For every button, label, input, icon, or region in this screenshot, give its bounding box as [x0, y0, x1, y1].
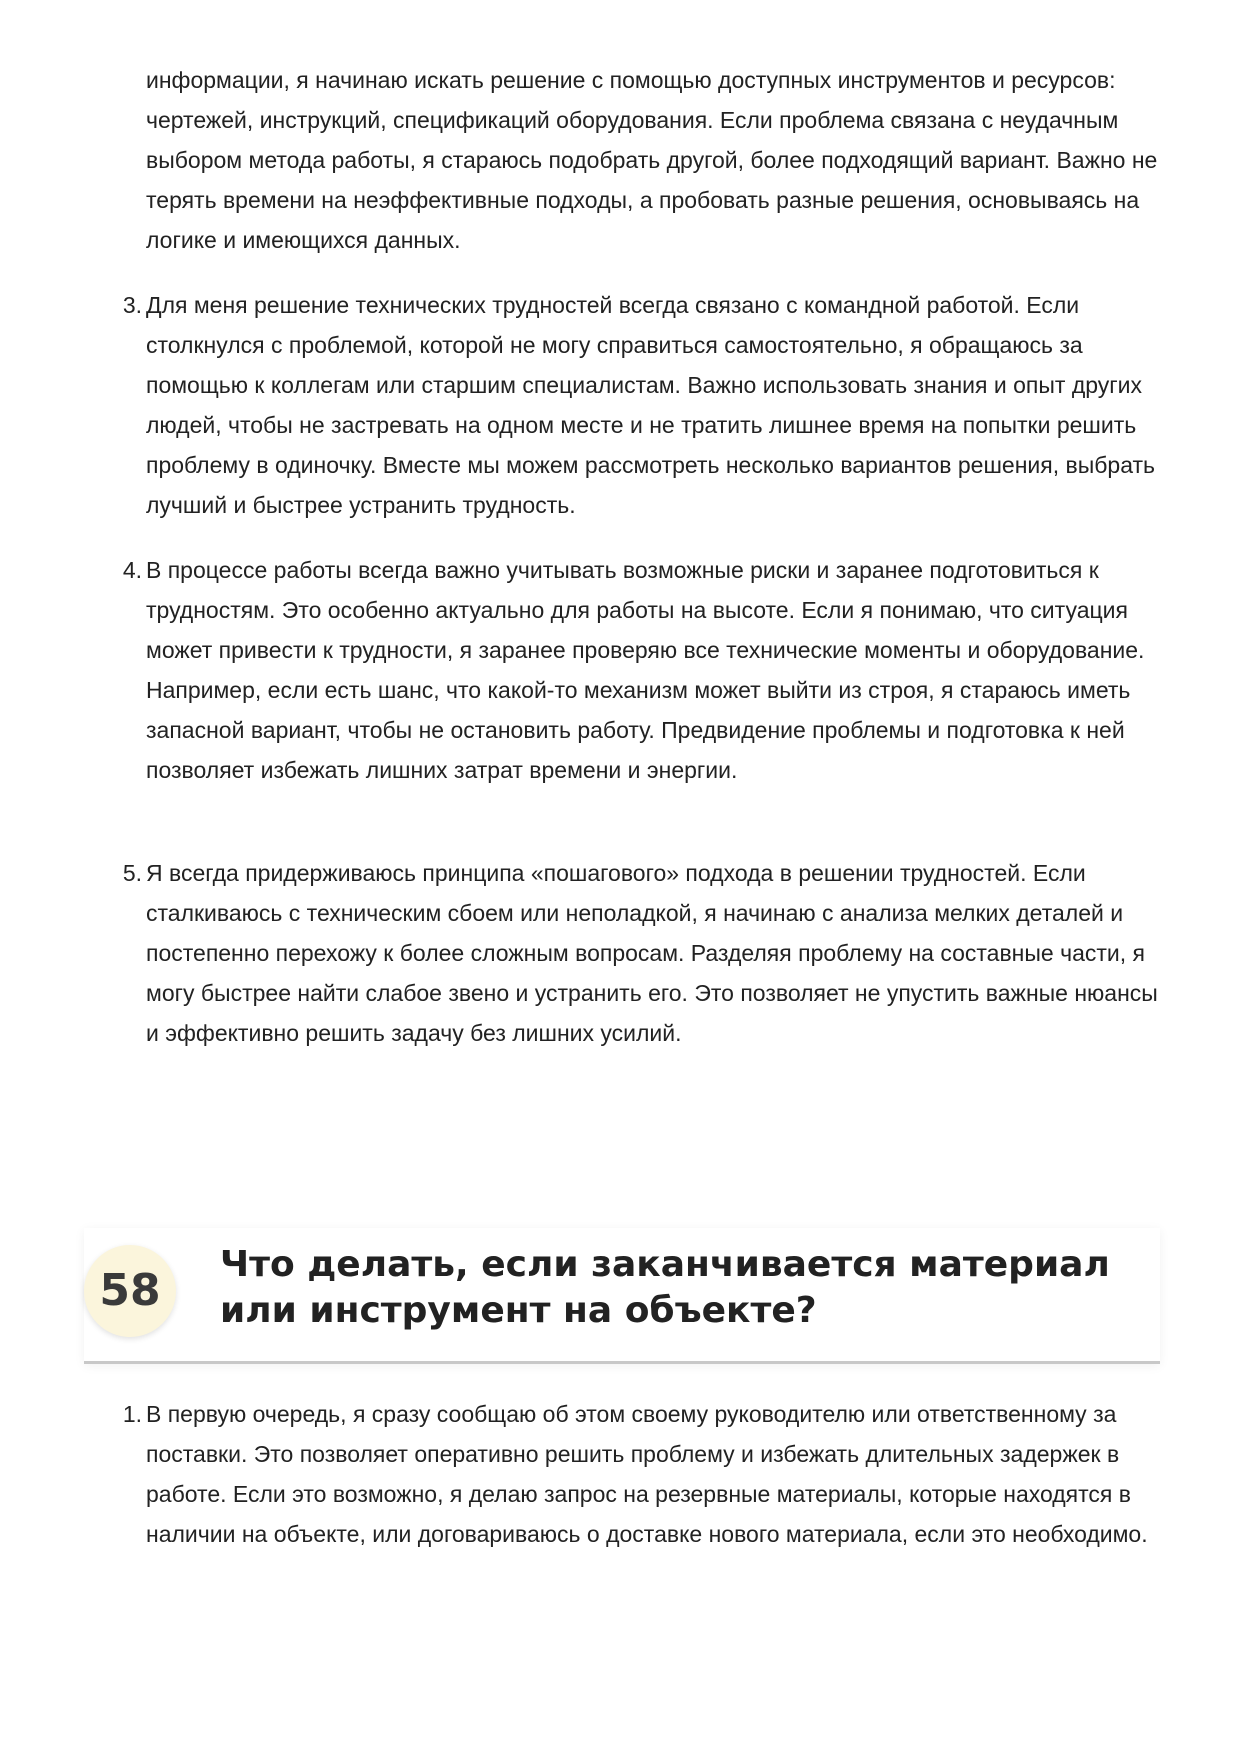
list-item-number: 5. — [122, 860, 142, 886]
list-item — [122, 550, 1166, 790]
list-item-number: 4. — [122, 557, 142, 583]
list-item — [122, 853, 1166, 1053]
list-item-number: 3. — [122, 292, 142, 318]
list-item-text: Для меня решение технических трудностей всегда связано с командной работой. Если столкнулся с проблемой, которой не могу справиться самостоятельно, я обращаюсь за помощью к коллегам или старшим специалистам. Важно использовать знания и опыт других людей, чтобы не застревать на одном месте и не тратить лишнее время на попытки решить проблему в одиночку. Вместе мы можем рассмотреть несколько вариантов решения, выбрать лучший и быстрее устранить трудность. — [146, 292, 1156, 518]
list-item-text: В процессе работы всегда важно учитывать возможные риски и заранее подготовиться к трудностям. Это особенно актуально для работы на высоте. Если я понимаю, что ситуация может привести к трудности, я заранее проверяю все технические моменты и оборудование. Например, если есть шанс, что какой-то механизм может выйти из строя, я стараюсь иметь запасной вариант, чтобы не остановить работу. Предвидение проблемы и подготовка к ней позволяет избежать лишних затрат времени и энергии. — [146, 557, 1145, 783]
section-header — [84, 1228, 1160, 1364]
list-item-text: Я всегда придерживаюсь принципа «пошагового» подхода в решении трудностей. Если сталкиваюсь с техническим сбоем или неполадкой, я начинаю с анализа мелких деталей и постепенно перехожу к более сложным вопросам. Разделяя проблему на составные части, я могу быстрее найти слабое звено и устранить его. Это позволяет не упустить важные нюансы и эффективно решить задачу без лишних усилий. — [146, 860, 1158, 1046]
list-item — [122, 285, 1166, 525]
list-item-number: 1. — [122, 1401, 142, 1427]
section-number-badge: 58 — [84, 1245, 176, 1337]
continued-paragraph: информации, я начинаю искать решение с помощью доступных инструментов и ресурсов: чертежей, инструкций, спецификаций оборудования. Если проблема связана с неудачным выбором метода работы, я стараюсь подобрать другой, более подходящий вариант. Важно не терять времени на неэффективные подходы, а пробовать разные решения, основываясь на логике и имеющихся данных. — [146, 67, 1158, 253]
list-item — [122, 1394, 1166, 1554]
section-divider — [84, 1361, 1160, 1364]
list-item-text: В первую очередь, я сразу сообщаю об этом своему руководителю или ответственному за поставки. Это позволяет оперативно решить проблему и избежать длительных задержек в работе. Если это возможно, я делаю запрос на резервные материалы, которые находятся в наличии на объекте, или договариваюсь о доставке нового материала, если это необходимо. — [146, 1401, 1148, 1547]
section-title: Что делать, если заканчивается материал или инструмент на объекте? — [220, 1244, 1110, 1331]
